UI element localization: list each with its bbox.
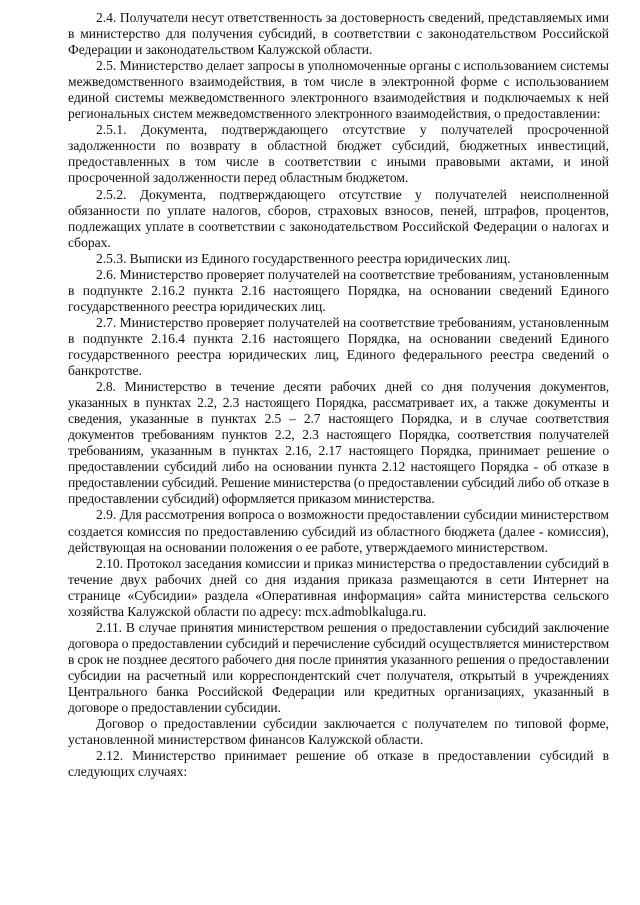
paragraph-2-6: 2.6. Министерство проверяет получателей на соответствие требованиям, установленным в подпункте 2.16.2 пункта 2.16 настоящего Порядка, на основании сведений Единого государственного реестра юридических лиц.: [68, 266, 609, 314]
paragraph-contract: Договор о предоставлении субсидии заключается с получателем по типовой форме, установленной министерством финансов Калужской области.: [68, 716, 609, 748]
paragraph-2-5-2: 2.5.2. Документа, подтверждающего отсутствие у получателей неисполненной обязанности по уплате налогов, сборов, страховых взносов, пеней, штрафов, процентов, подлежащих уплате в соответствии с законодательством Российской Федерации о налогах и сборах.: [68, 186, 609, 250]
paragraph-2-10: 2.10. Протокол заседания комиссии и приказ министерства о предоставлении субсидий в течение двух рабочих дней со дня издания приказа размещаются в сети Интернет на странице «Субсидии» раздела «Оперативная информация» сайта министерства сельского хозяйства Калужской области по адресу: mcx.admoblkaluga.ru.: [68, 555, 609, 619]
paragraph-2-5-1: 2.5.1. Документа, подтверждающего отсутствие у получателей просроченной задолженности по возврату в областной бюджет субсидий, бюджетных инвестиций, предоставленных в том числе в соответствии с иными правовыми актами, и иной просроченной задолженности перед областным бюджетом.: [68, 122, 609, 186]
paragraph-2-7: 2.7. Министерство проверяет получателей на соответствие требованиям, установленным в подпункте 2.16.4 пункта 2.16 настоящего Порядка, на основании сведений Единого государственного реестра юридических лиц, Единого федерального реестра сведений о банкротстве.: [68, 314, 609, 379]
paragraph-2-4: 2.4. Получатели несут ответственность за достоверность сведений, представляемых ими в министерство для получения субсидий, в соответствии с законодательством Российской Федерации и законодательством Калужской области.: [68, 10, 609, 58]
paragraph-2-5: 2.5. Министерство делает запросы в уполномоченные органы с использованием системы межведомственного взаимодействия, в том числе в электронной форме с использованием единой системы межведомственного электронного взаимодействия и подключаемых к ней региональных систем межведомственного электронного взаимодействия, о предоставлении:: [68, 58, 609, 122]
document-body: [68, 10, 609, 780]
paragraph-2-8: 2.8. Министерство в течение десяти рабочих дней со дня получения документов, указанных в пунктах 2.2, 2.3 настоящего Порядка, рассматривает их, а также документы и сведения, указанные в пунктах 2.5 – 2.7 настоящего Порядка, и в случае соответствия документов требованиям пунктов 2.2, 2.3 настоящего Порядка, соответствия получателей требованиям, указанным в пунктах 2.16, 2.17 настоящего Порядка, принимает решение о предоставлении субсидий либо на основании пункта 2.12 настоящего Порядка - об отказе в предоставлении субсидий. Решение министерства (о предоставлении субсидий либо об отказе в предоставлении субсидий) оформляется приказом министерства.: [68, 379, 609, 507]
paragraph-2-11: 2.11. В случае принятия министерством решения о предоставлении субсидий заключение договора о предоставлении субсидий и перечисление субсидий осуществляется министерством в срок не позднее десятого рабочего дня после принятия указанного решения о предоставлении субсидии на расчетный или корреспондентский счет получателя, открытый в учреждениях Центрального банка Российской Федерации или кредитных организациях, указанный в договоре о предоставлении субсидии.: [68, 619, 609, 716]
paragraph-2-9: 2.9. Для рассмотрения вопроса о возможности предоставлении субсидии министерством создается комиссия по предоставлению субсидий из областного бюджета (далее - комиссия), действующая на основании положения о ее работе, утверждаемого министерством.: [68, 507, 609, 555]
paragraph-2-12: 2.12. Министерство принимает решение об отказе в предоставлении субсидий в следующих случаях:: [68, 748, 609, 780]
paragraph-2-5-3: 2.5.3. Выписки из Единого государственного реестра юридических лиц.: [96, 250, 511, 266]
